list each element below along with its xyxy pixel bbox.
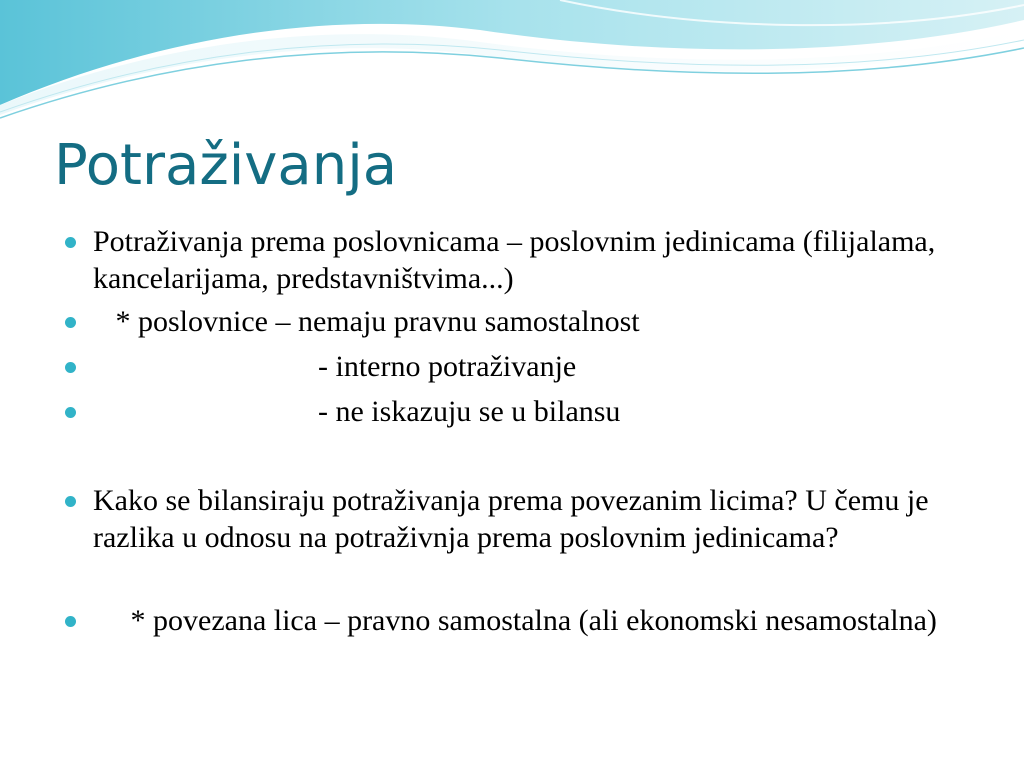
bullet-dot-icon [65,237,76,248]
bullet-dot-icon [65,616,76,627]
decorative-wave-header [0,0,1024,130]
bullet-dot-icon [65,362,76,373]
bullet-text: * povezana lica – pravno samostalna (ali ekonomski nesamostalna) [93,604,937,637]
bullet-dot-icon [65,496,76,507]
bullet-text: * poslovnice – nemaju pravnu samostalnost [93,305,640,338]
bullet-text: - interno potraživanje [93,350,577,383]
bullet-text: - ne iskazuju se u bilansu [93,395,621,428]
slide-title: Potraživanja [54,133,398,198]
bullet-dot-icon [65,407,76,418]
bullet-text: Kako se bilansiraju potraživanja prema povezanim licima? U čemu je razlika u odnosu na potraživnja prema poslovnim jedinicama? [93,484,937,554]
bullet-text: Potraživanja prema poslovnicama – poslovnim jedinicama (filijalama, kancelarijama, predstavništvima...) [93,225,943,295]
bullet-dot-icon [65,317,76,328]
